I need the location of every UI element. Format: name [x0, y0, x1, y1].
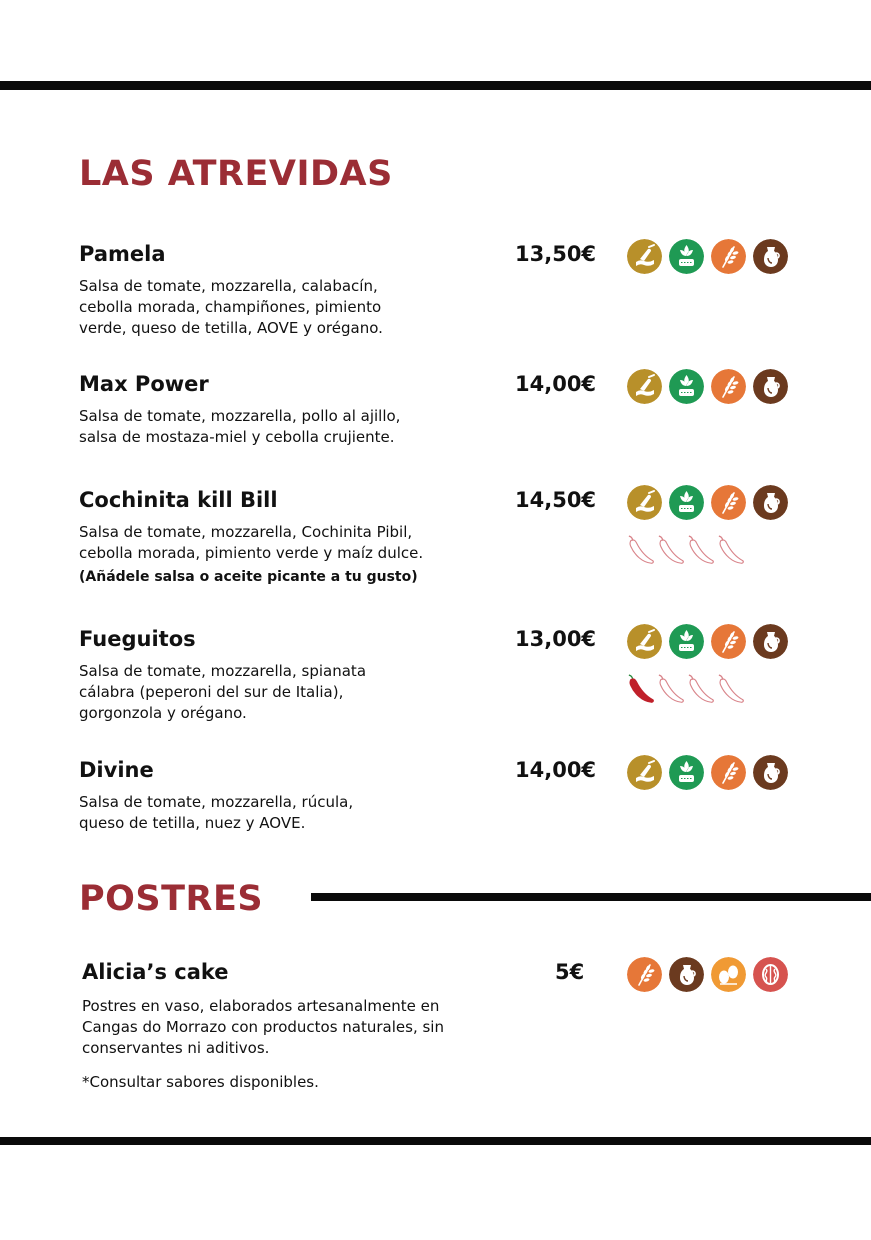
allergen-icons: [627, 957, 788, 992]
desc-line: Salsa de tomate, mozzarella, Cochinita Pibil,: [79, 523, 413, 541]
gluten-icon: [711, 239, 746, 274]
spice-level: [627, 532, 747, 572]
item-name: Pamela: [79, 242, 166, 266]
gluten-icon: [627, 957, 662, 992]
top-rule: [0, 81, 871, 90]
lactose-icon: [627, 755, 662, 790]
lactose-icon: [627, 369, 662, 404]
desc-line: cálabra (peperoni del sur de Italia),: [79, 683, 344, 701]
item-name: Alicia’s cake: [82, 960, 229, 984]
desc-line: queso de tetilla, nuez y AOVE.: [79, 814, 306, 832]
desc-line: cebolla morada, pimiento verde y maíz dulce.: [79, 544, 424, 562]
milk-jug-icon: [753, 485, 788, 520]
desc-line: Postres en vaso, elaborados artesanalmente en: [82, 997, 440, 1015]
item-description: [79, 792, 499, 834]
desc-line: conservantes ni aditivos.: [82, 1039, 270, 1057]
item-description: [79, 406, 499, 448]
desc-line: verde, queso de tetilla, AOVE y orégano.: [79, 319, 383, 337]
gluten-icon: [711, 624, 746, 659]
item-price: 5€: [555, 960, 585, 984]
section-title-atrevidas: LAS ATREVIDAS: [79, 154, 393, 194]
item-description: [79, 661, 499, 724]
milk-jug-icon: [753, 369, 788, 404]
vegetarian-icon: [669, 239, 704, 274]
allergen-icons: [627, 369, 788, 404]
gluten-icon: [711, 485, 746, 520]
chili-outline-icon: [687, 532, 717, 572]
desc-line: Cangas do Morrazo con productos naturales, sin: [82, 1018, 444, 1036]
allergen-icons: [627, 485, 788, 520]
item-price: 14,00€: [515, 372, 597, 396]
item-description: [79, 522, 499, 564]
desc-line: Salsa de tomate, mozzarella, spianata: [79, 662, 367, 680]
desc-line: Salsa de tomate, mozzarella, calabacín,: [79, 277, 378, 295]
postres-rule: [311, 893, 871, 901]
chili-outline-icon: [717, 532, 747, 572]
lactose-icon: [627, 485, 662, 520]
milk-jug-icon: [669, 957, 704, 992]
item-price: 13,00€: [515, 627, 597, 651]
spice-level: [627, 671, 747, 711]
lactose-icon: [627, 239, 662, 274]
nuts-icon: [753, 957, 788, 992]
gluten-icon: [711, 369, 746, 404]
chili-outline-icon: [687, 671, 717, 711]
allergen-icons: [627, 755, 788, 790]
item-name: Cochinita kill Bill: [79, 488, 278, 512]
chili-outline-icon: [717, 671, 747, 711]
milk-jug-icon: [753, 755, 788, 790]
item-name: Divine: [79, 758, 154, 782]
item-description: [82, 996, 522, 1059]
bottom-rule: [0, 1137, 871, 1145]
vegetarian-icon: [669, 485, 704, 520]
desc-line: salsa de mostaza-miel y cebolla crujiente.: [79, 428, 395, 446]
desc-line: cebolla morada, champiñones, pimiento: [79, 298, 382, 316]
vegetarian-icon: [669, 755, 704, 790]
desc-line: Salsa de tomate, mozzarella, pollo al ajillo,: [79, 407, 401, 425]
allergen-icons: [627, 239, 788, 274]
milk-jug-icon: [753, 624, 788, 659]
allergen-icons: [627, 624, 788, 659]
chili-outline-icon: [627, 532, 657, 572]
gluten-icon: [711, 755, 746, 790]
desc-line: gorgonzola y orégano.: [79, 704, 247, 722]
chili-outline-icon: [657, 671, 687, 711]
item-price: 14,50€: [515, 488, 597, 512]
section-title-postres: POSTRES: [79, 879, 264, 919]
item-description: [79, 276, 499, 339]
item-price: 13,50€: [515, 242, 597, 266]
item-price: 14,00€: [515, 758, 597, 782]
item-name: Fueguitos: [79, 627, 196, 651]
desc-line: Salsa de tomate, mozzarella, rúcula,: [79, 793, 354, 811]
item-name: Max Power: [79, 372, 209, 396]
vegetarian-icon: [669, 624, 704, 659]
milk-jug-icon: [753, 239, 788, 274]
dessert-note: *Consultar sabores disponibles.: [82, 1073, 319, 1091]
item-note: (Añádele salsa o aceite picante a tu gusto): [79, 569, 418, 585]
chili-outline-icon: [657, 532, 687, 572]
egg-icon: [711, 957, 746, 992]
chili-filled-icon: [627, 671, 657, 711]
vegetarian-icon: [669, 369, 704, 404]
lactose-icon: [627, 624, 662, 659]
